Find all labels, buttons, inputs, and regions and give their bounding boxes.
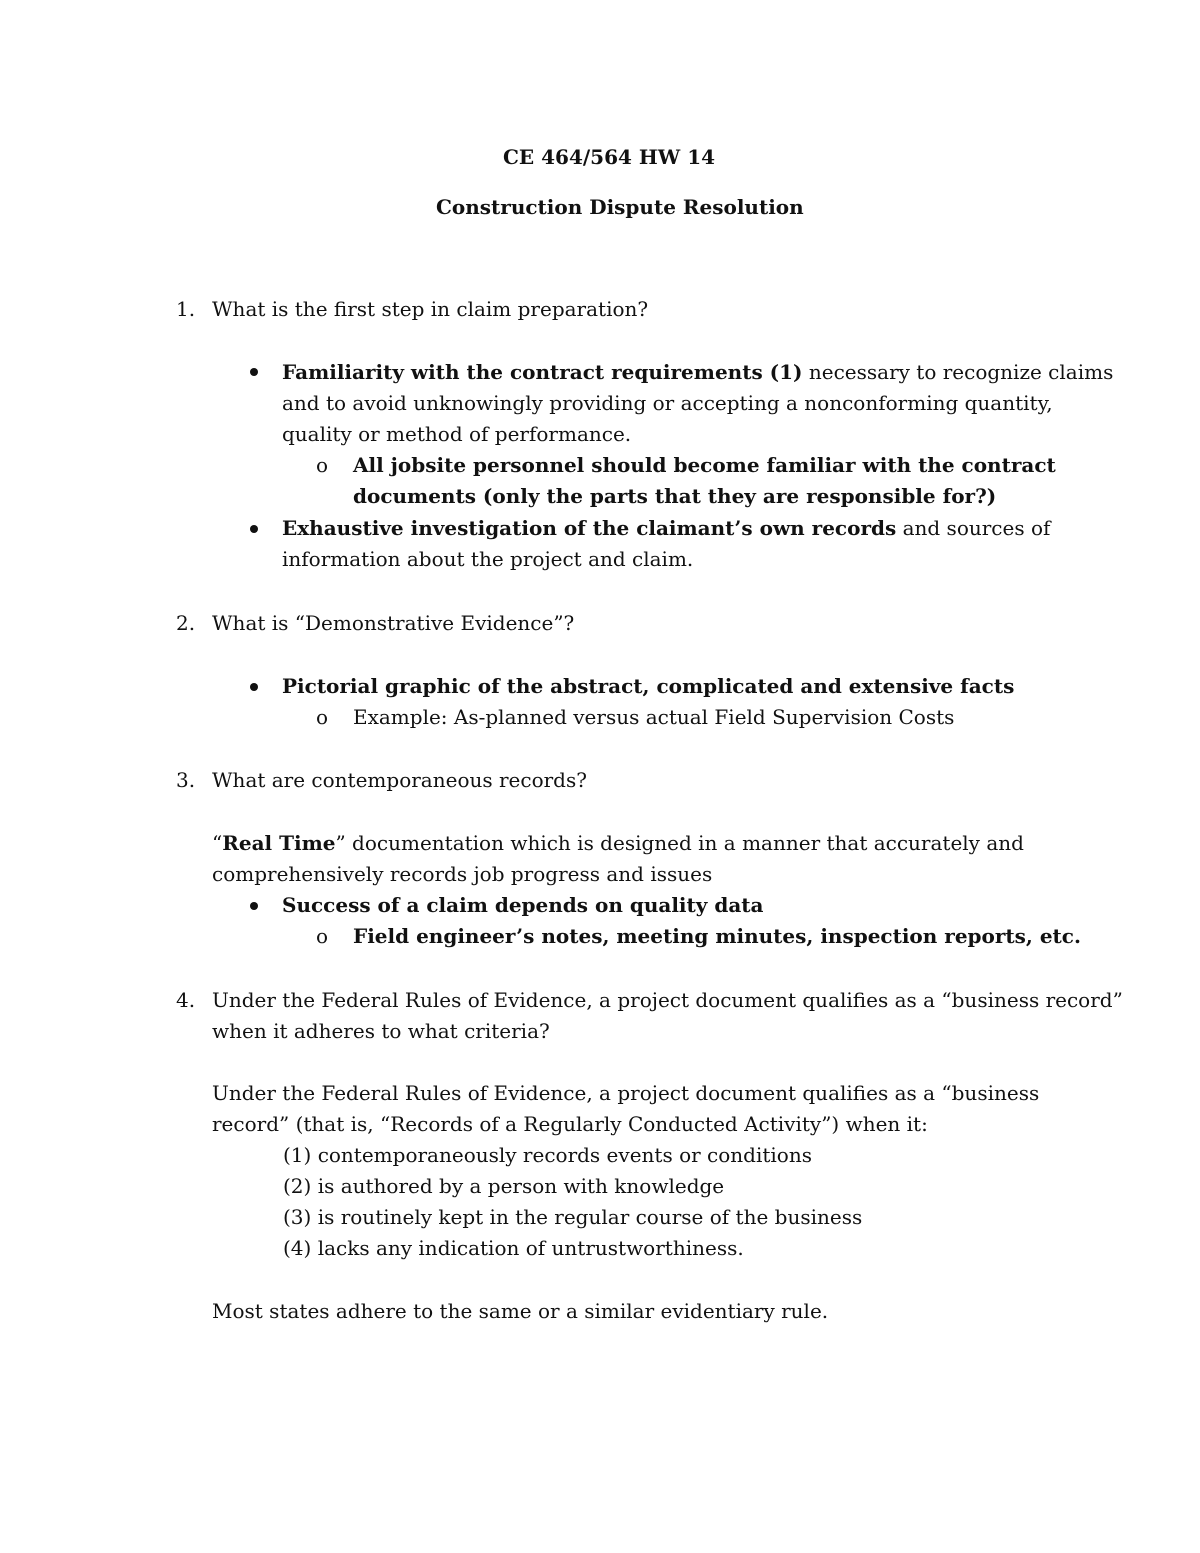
q3-question: What are contemporaneous records?	[212, 768, 587, 792]
q3-answer-line1: “Real Time” documentation which is designed in a manner that accurately and	[212, 831, 1024, 855]
sub-bullet-icon: o	[316, 453, 329, 477]
q1-subbullet1-line1: All jobsite personnel should become familiar with the contract	[353, 453, 1056, 477]
q4-criterion-1: (1) contemporaneously records events or conditions	[283, 1143, 812, 1167]
q1-bullet2-line2: information about the project and claim.	[282, 547, 694, 571]
bullet-icon	[250, 902, 258, 910]
bullet-icon	[250, 683, 258, 691]
q4-answer-line1: Under the Federal Rules of Evidence, a project document qualifies as a “business	[212, 1081, 1040, 1105]
q3-subbullet1: Field engineer’s notes, meeting minutes, inspection reports, etc.	[353, 924, 1081, 948]
q2-question: What is “Demonstrative Evidence”?	[212, 611, 575, 635]
document-title: CE 464/564 HW 14	[503, 145, 716, 169]
document-subtitle: Construction Dispute Resolution	[436, 195, 804, 219]
q3-number: 3.	[176, 768, 196, 792]
q4-question-line1: Under the Federal Rules of Evidence, a project document qualifies as a “business record”	[212, 988, 1123, 1012]
q2-number: 2.	[176, 611, 196, 635]
q1-number: 1.	[176, 297, 196, 321]
bullet-icon	[250, 368, 258, 376]
q1-bullet1-line1: Familiarity with the contract requirements (1) necessary to recognize claims	[282, 360, 1114, 384]
q1-question: What is the first step in claim preparation?	[212, 297, 649, 321]
bullet-icon	[250, 525, 258, 533]
q4-criterion-2: (2) is authored by a person with knowledge	[283, 1174, 725, 1198]
q1-bullet1-line3: quality or method of performance.	[282, 422, 632, 446]
q4-criterion-4: (4) lacks any indication of untrustworthiness.	[283, 1236, 744, 1260]
q4-answer-line2: record” (that is, “Records of a Regularly Conducted Activity”) when it:	[212, 1112, 928, 1136]
q4-number: 4.	[176, 988, 196, 1012]
sub-bullet-icon: o	[316, 705, 329, 729]
q3-bullet1: Success of a claim depends on quality data	[282, 893, 764, 917]
q2-bullet1: Pictorial graphic of the abstract, complicated and extensive facts	[282, 674, 1015, 698]
q3-answer-line2: comprehensively records job progress and issues	[212, 862, 713, 886]
q4-question-line2: when it adheres to what criteria?	[212, 1019, 550, 1043]
q2-subbullet1: Example: As-planned versus actual Field Supervision Costs	[353, 705, 955, 729]
q4-closing: Most states adhere to the same or a similar evidentiary rule.	[212, 1299, 829, 1323]
q4-criterion-3: (3) is routinely kept in the regular course of the business	[283, 1205, 863, 1229]
q1-subbullet1-line2: documents (only the parts that they are responsible for?)	[353, 484, 997, 508]
q1-bullet1-line2: and to avoid unknowingly providing or accepting a nonconforming quantity,	[282, 391, 1053, 415]
sub-bullet-icon: o	[316, 924, 329, 948]
q1-bullet2-line1: Exhaustive investigation of the claimant’s own records and sources of	[282, 516, 1051, 540]
